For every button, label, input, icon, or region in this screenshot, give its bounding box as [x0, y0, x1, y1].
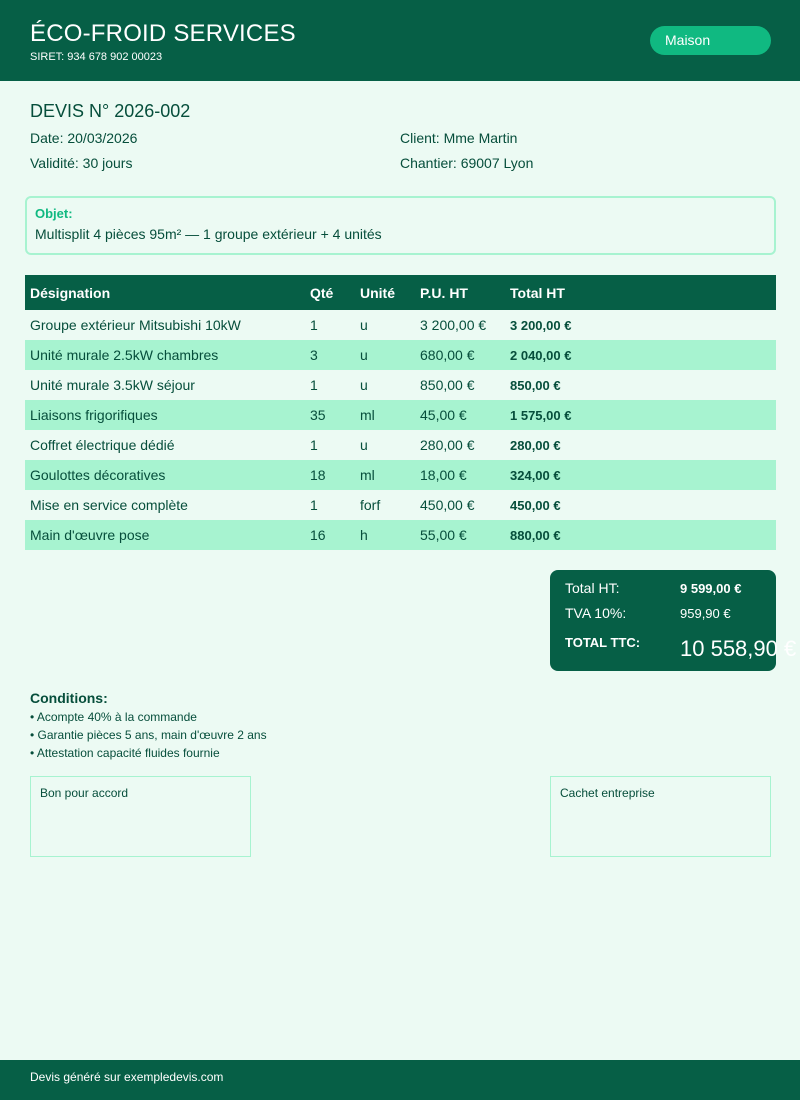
worksite-location: Chantier: 69007 Lyon — [400, 155, 534, 171]
company-siret: SIRET: 934 678 902 00023 — [30, 51, 163, 63]
cell-unit-price: 18,00 € — [415, 460, 505, 490]
cell-qty: 1 — [310, 317, 318, 333]
cell-qty: 18 — [305, 460, 355, 490]
cell-unit-price: 45,00 € — [415, 400, 505, 430]
col-header-designation: Désignation — [25, 275, 305, 310]
cell-designation: Unité murale 2.5kW chambres — [25, 340, 305, 370]
cell-total: 324,00 € — [505, 460, 776, 490]
quote-date: Date: 20/03/2026 — [30, 130, 138, 146]
tva-label: TVA 10%: — [565, 605, 627, 621]
table-header-row — [25, 275, 776, 310]
cell-total: 880,00 € — [505, 520, 776, 550]
approval-signature-box — [30, 776, 251, 857]
table-row — [25, 520, 776, 550]
total-ttc-label: TOTAL TTC: — [565, 635, 641, 650]
cell-unit-price: 850,00 € — [420, 377, 475, 393]
col-header-unit-price: P.U. HT — [415, 275, 505, 310]
cell-designation: Main d'œuvre pose — [25, 520, 305, 550]
cell-total: 2 040,00 € — [505, 340, 776, 370]
col-header-qty: Qté — [305, 275, 355, 310]
category-badge: Maison — [650, 26, 771, 55]
footer-text: Devis généré sur exempledevis.com — [30, 1070, 224, 1084]
cell-qty: 3 — [305, 340, 355, 370]
table-row — [25, 370, 776, 400]
condition-item: • Attestation capacité fluides fournie — [30, 746, 220, 760]
cell-designation: Liaisons frigorifiques — [25, 400, 305, 430]
cell-total: 280,00 € — [510, 437, 561, 453]
cell-total: 1 575,00 € — [505, 400, 776, 430]
cell-designation: Unité murale 3.5kW séjour — [30, 377, 195, 393]
condition-item: • Acompte 40% à la commande — [30, 710, 197, 724]
cell-total: 450,00 € — [510, 497, 561, 513]
cell-qty: 35 — [305, 400, 355, 430]
cell-total: 850,00 € — [510, 377, 561, 393]
cell-unit-price: 3 200,00 € — [420, 317, 487, 333]
cell-unit-price: 680,00 € — [415, 340, 505, 370]
client-name: Client: Mme Martin — [400, 130, 518, 146]
table-row — [25, 310, 776, 340]
total-ht-label: Total HT: — [565, 580, 620, 596]
object-label: Objet: — [35, 206, 73, 221]
table-row — [25, 430, 776, 460]
cell-qty: 1 — [310, 377, 318, 393]
cell-designation: Groupe extérieur Mitsubishi 10kW — [30, 317, 241, 333]
cell-designation: Goulottes décoratives — [25, 460, 305, 490]
cell-unit-price: 450,00 € — [420, 497, 475, 513]
items-table — [25, 275, 776, 550]
total-ht-value: 9 599,00 € — [680, 581, 742, 596]
table-row — [25, 400, 776, 430]
cell-unit: forf — [360, 497, 381, 513]
approval-label: Bon pour accord — [40, 786, 129, 800]
cell-total: 3 200,00 € — [510, 317, 572, 333]
cell-unit: h — [355, 520, 415, 550]
cell-qty: 16 — [305, 520, 355, 550]
cell-designation: Coffret électrique dédié — [30, 437, 175, 453]
cell-unit-price: 55,00 € — [415, 520, 505, 550]
stamp-label: Cachet entreprise — [560, 786, 655, 800]
tva-value: 959,90 € — [680, 606, 731, 621]
cell-unit: ml — [355, 400, 415, 430]
quote-title: DEVIS N° 2026-002 — [30, 101, 191, 121]
cell-unit: u — [360, 377, 368, 393]
cell-unit-price: 280,00 € — [420, 437, 475, 453]
conditions-title: Conditions: — [30, 690, 108, 706]
page-footer — [0, 1060, 800, 1100]
cell-unit: u — [355, 340, 415, 370]
table-row — [25, 460, 776, 490]
col-header-total: Total HT — [505, 275, 776, 310]
totals-box — [550, 570, 797, 671]
quote-validity: Validité: 30 jours — [30, 155, 133, 171]
cell-unit: ml — [355, 460, 415, 490]
cell-qty: 1 — [310, 497, 318, 513]
cell-unit: u — [360, 437, 368, 453]
condition-item: • Garantie pièces 5 ans, main d'œuvre 2 ans — [30, 728, 267, 742]
table-row — [25, 490, 776, 520]
company-name: ÉCO-FROID SERVICES — [30, 20, 296, 47]
object-description: Multisplit 4 pièces 95m² — 1 groupe extérieur + 4 unités — [35, 226, 382, 242]
cell-designation: Mise en service complète — [30, 497, 188, 513]
cell-qty: 1 — [310, 437, 318, 453]
company-stamp-box — [550, 776, 771, 857]
col-header-unit: Unité — [355, 275, 415, 310]
cell-unit: u — [360, 317, 368, 333]
page-header — [0, 0, 800, 81]
table-row — [25, 340, 776, 370]
object-box — [25, 196, 776, 255]
total-ttc-value: 10 558,90 € — [680, 636, 797, 661]
